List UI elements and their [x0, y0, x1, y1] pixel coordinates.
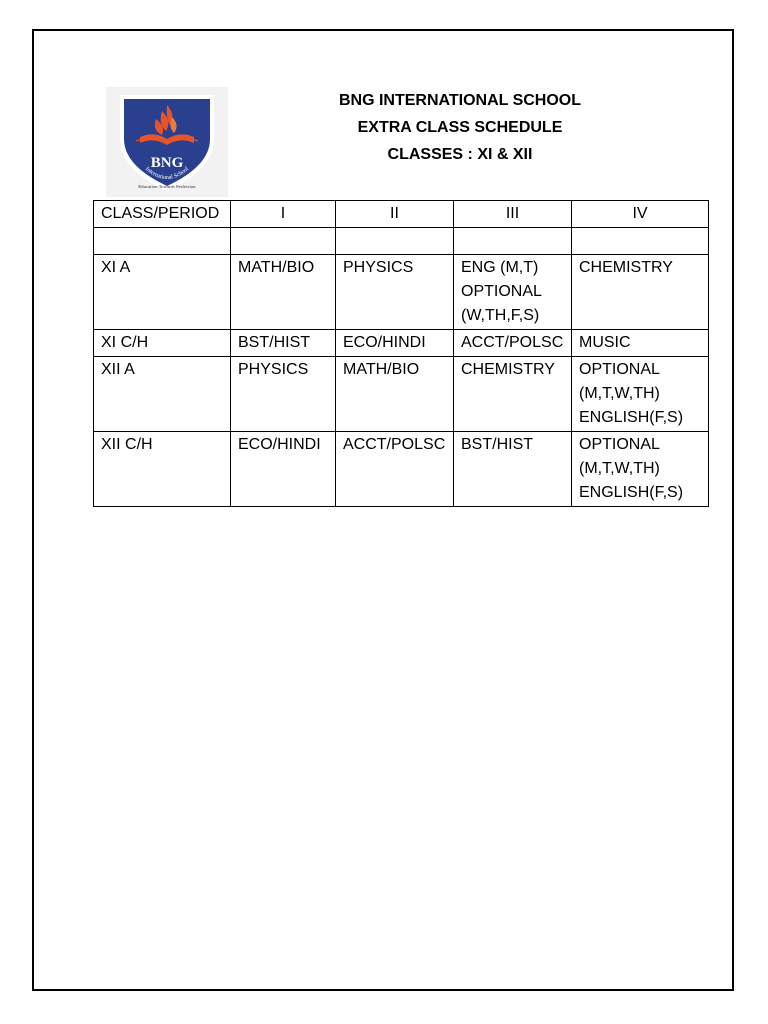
table-cell: MUSIC [572, 330, 709, 357]
table-cell: CHEMISTRY [454, 357, 572, 432]
table-header-row [94, 201, 709, 228]
table-cell [572, 228, 709, 255]
table-row [94, 432, 709, 507]
table-cell: PHYSICS [336, 255, 454, 330]
schedule-table [93, 200, 709, 507]
classes-subtitle: CLASSES : XI & XII [387, 146, 533, 163]
table-cell: ECO/HINDI [231, 432, 336, 507]
school-name: BNG INTERNATIONAL SCHOOL [338, 92, 582, 109]
table-cell: XII A [94, 357, 231, 432]
table-cell: XI A [94, 255, 231, 330]
table-cell: ACCT/POLSC [454, 330, 572, 357]
table-cell [336, 228, 454, 255]
table-row [94, 228, 709, 255]
page-header [230, 87, 690, 168]
column-header: II [336, 201, 454, 228]
table-cell [94, 228, 231, 255]
logo-name: BNG [150, 155, 184, 171]
column-header: IV [572, 201, 709, 228]
column-header: CLASS/PERIOD [94, 201, 231, 228]
table-cell [454, 228, 572, 255]
table-cell: MATH/BIO [231, 255, 336, 330]
column-header: III [454, 201, 572, 228]
table-cell: XI C/H [94, 330, 231, 357]
table-cell: ENG (M,T) OPTIONAL (W,TH,F,S) [454, 255, 572, 330]
column-header: I [231, 201, 336, 228]
table-cell: CHEMISTRY [572, 255, 709, 330]
logo-motto: Education Towards Perfection [138, 184, 196, 189]
table-cell: MATH/BIO [336, 357, 454, 432]
table-cell: BST/HIST [454, 432, 572, 507]
table-cell: ECO/HINDI [336, 330, 454, 357]
table-cell: XII C/H [94, 432, 231, 507]
logo-arc-text: International School [143, 166, 191, 182]
table-cell: OPTIONAL (M,T,W,TH) ENGLISH(F,S) [572, 432, 709, 507]
table-cell: PHYSICS [231, 357, 336, 432]
table-row [94, 357, 709, 432]
table-cell: OPTIONAL (M,T,W,TH) ENGLISH(F,S) [572, 357, 709, 432]
shield-emblem-icon [106, 87, 228, 197]
schedule-title: EXTRA CLASS SCHEDULE [357, 119, 563, 136]
table-cell [231, 228, 336, 255]
table-row [94, 255, 709, 330]
school-logo [106, 87, 228, 197]
table-cell: ACCT/POLSC [336, 432, 454, 507]
table-row [94, 330, 709, 357]
table-cell: BST/HIST [231, 330, 336, 357]
